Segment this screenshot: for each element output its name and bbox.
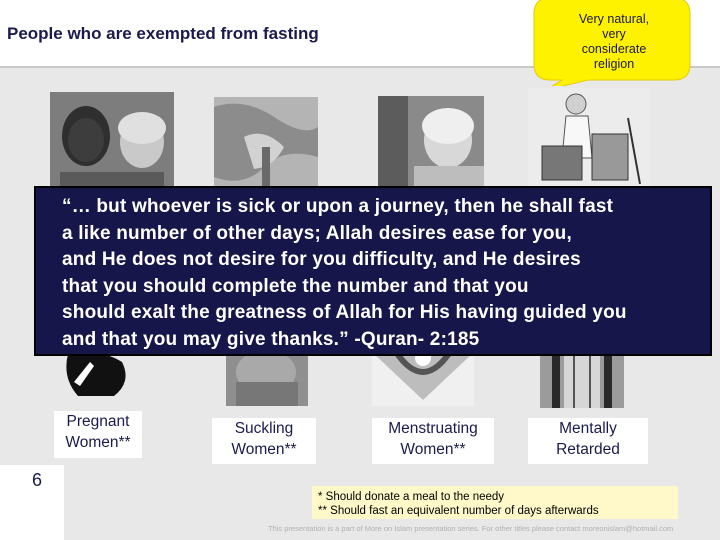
label-line: Women** [231, 441, 297, 458]
page-number: 6 [32, 470, 43, 490]
callout-text [552, 12, 676, 72]
elderly-woman-photo [378, 96, 484, 188]
quote-line: that you should complete the number and that you [62, 275, 529, 297]
label-mentally-retarded [528, 418, 648, 464]
quote-line: and that you may give thanks.” -Quran- 2:185 [62, 328, 480, 350]
elderly-hands-photo [214, 97, 318, 188]
quran-quote [62, 194, 702, 353]
label-pregnant-women [54, 411, 142, 458]
quote-line: and He does not desire for you difficulty, and He desires [62, 249, 581, 270]
callout-line: considerate [581, 42, 647, 56]
footnote-line: ** Should fast an equivalent number of days afterwards [318, 505, 599, 517]
footnote-line: * Should donate a meal to the needy [318, 491, 505, 503]
footnote-box [312, 486, 678, 519]
credit-text: This presentation is a part of More on Islam presentation series. For other titles please contact moreonislam@hotmail.com [268, 524, 674, 533]
label-line: Retarded [556, 441, 620, 458]
pregnant-silhouette-icon [60, 352, 130, 400]
label-menstruating-women [372, 418, 494, 464]
quote-line: “… but whoever is sick or upon a journey, then he shall fast [62, 196, 614, 217]
traveler-with-luggage-photo [528, 88, 650, 188]
nursing-mother-photo [226, 352, 308, 406]
callout-line: very [602, 27, 626, 41]
label-line: Women** [400, 441, 466, 458]
callout-line: religion [593, 57, 635, 71]
children-photo [50, 92, 174, 188]
quote-line: a like number of other days; Allah desires ease for you, [62, 222, 572, 244]
man-in-chains-photo [540, 352, 624, 408]
label-line: Mentally [559, 420, 617, 437]
quote-line: should exalt the greatness of Allah for His having guided you [62, 302, 627, 323]
slide-title: People who are exempted from fasting [7, 24, 319, 43]
label-line: Women** [65, 434, 131, 451]
menstruating-symbol-icon [372, 352, 474, 406]
label-line: Suckling [234, 420, 294, 437]
callout-line: Very natural, [578, 12, 650, 26]
label-line: Menstruating [388, 420, 478, 437]
label-line: Pregnant [66, 413, 130, 430]
label-suckling-women [212, 418, 316, 464]
